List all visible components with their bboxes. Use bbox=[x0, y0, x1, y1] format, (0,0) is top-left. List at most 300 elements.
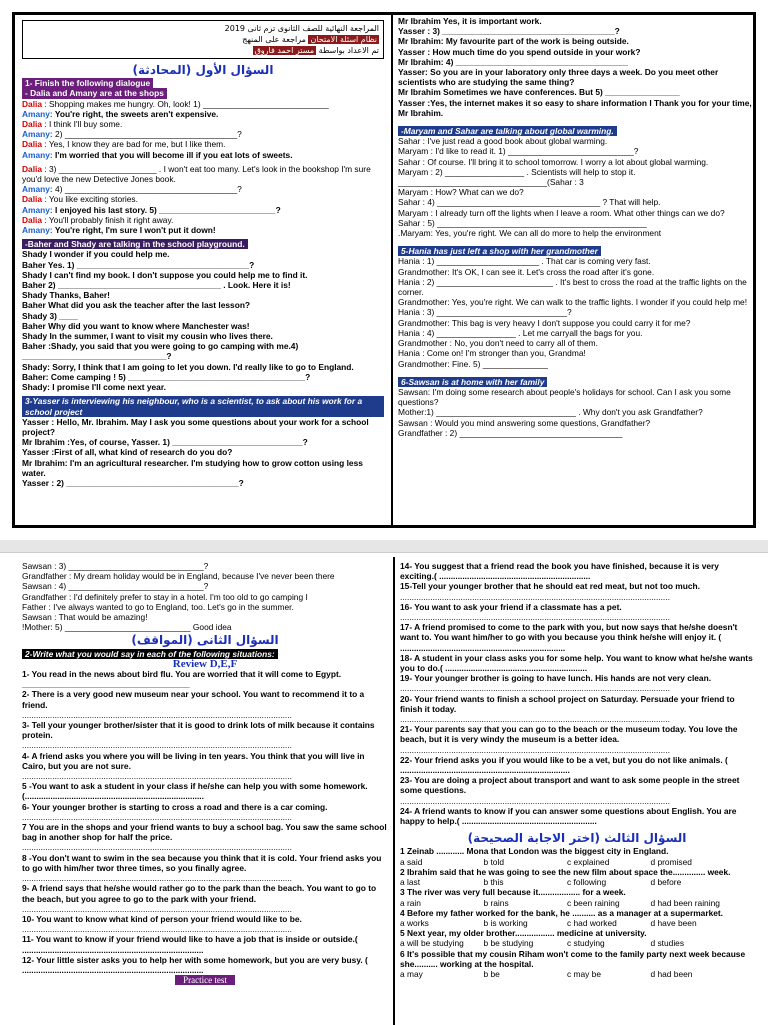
text-line bbox=[398, 126, 754, 136]
answer-choice: b be bbox=[483, 968, 500, 979]
line-text: 2- There is a very good new museum near your school. You want to recommend it to a friend. bbox=[22, 689, 365, 710]
line-text: 8 -You don't want to swim in the sea because you think that it is cold. Your friend asks you to go with him/her twor three times, so you finally agree. bbox=[22, 852, 382, 873]
text-line bbox=[398, 208, 754, 218]
line-text: Hania : 3) ____________________________? bbox=[398, 307, 572, 318]
text-line bbox=[400, 908, 754, 918]
line-text: Hania : 1) ______________________ . That car is coming very fast. bbox=[398, 256, 651, 267]
line-text: 14- You suggest that a friend read the book you have finished, because it is very exciting.( ................................................................. bbox=[400, 561, 719, 582]
text-line bbox=[22, 417, 384, 437]
line-text: Sahar : 4) ___________________________________ ? That will help. bbox=[398, 197, 661, 208]
line-text: 5 -You want to ask a student in your class if he/she can help you with some homework. (............................................................................. bbox=[22, 781, 368, 802]
text-line bbox=[400, 592, 754, 602]
text-line bbox=[398, 157, 754, 167]
line-text: Maryam : I already turn off the lights when I leave a room. What other things can we do? bbox=[398, 207, 725, 218]
answer-choice: b be studying bbox=[483, 938, 534, 949]
column-3-lines bbox=[22, 561, 388, 985]
line-text: Mother:1) ______________________________ . Why don't you ask Grandfather? bbox=[398, 407, 703, 418]
text-line bbox=[400, 867, 754, 877]
line-text: Shady: Sorry, I think that I am going to let you down. I'd really like to go to England. bbox=[22, 361, 354, 372]
text-line bbox=[22, 150, 384, 160]
answer-choice: a said bbox=[400, 856, 423, 867]
line-text: Baher :Shady, you said that you were going to go camping with me.4) _______________________________? bbox=[22, 341, 299, 362]
text-line bbox=[22, 873, 388, 883]
text-line bbox=[22, 205, 384, 215]
text-line bbox=[400, 887, 754, 897]
line-text: Mr Ibrahim: My favourite part of the work is being outside. bbox=[398, 36, 629, 47]
text-line bbox=[22, 119, 384, 129]
text-line bbox=[22, 321, 384, 331]
text-line bbox=[398, 47, 754, 57]
line-text: : Shopping makes me hungry. Oh, look! 1) ___________________________ bbox=[42, 98, 329, 109]
section-heading: -Maryam and Sahar are talking about global warming. bbox=[398, 126, 617, 136]
line-text: .................................................................................................................... bbox=[400, 591, 670, 602]
line-text: 5 Next year, my older brother................. medicine at university. bbox=[400, 928, 647, 939]
text-line bbox=[400, 724, 754, 744]
column-3 bbox=[22, 561, 388, 1023]
line-text: Mr Ibrahim: I'm an agricultural researcher. I'm studying how to grow cotton using less water. bbox=[22, 457, 363, 478]
line-text: Hania : 4) _________________ . Let me carryall the bags for you. bbox=[398, 327, 643, 338]
text-line bbox=[22, 341, 384, 361]
speaker-name: Dalia bbox=[22, 163, 43, 174]
text-line bbox=[398, 328, 754, 338]
text-line bbox=[398, 177, 754, 187]
practice-test-label bbox=[22, 975, 388, 985]
text-line bbox=[398, 197, 754, 207]
text-line bbox=[398, 377, 754, 387]
text-line bbox=[398, 256, 754, 266]
line-text: 19- Your younger brother is going to have lunch. His hands are not very clean. bbox=[400, 673, 712, 684]
line-text: Grandfather : 2) ___________________________________ bbox=[398, 427, 623, 438]
text-line bbox=[398, 246, 754, 256]
answer-choice: b told bbox=[483, 856, 504, 867]
text-line bbox=[398, 218, 754, 228]
page-gap bbox=[0, 540, 768, 552]
column-2-lines bbox=[398, 16, 754, 438]
text-line bbox=[398, 387, 754, 407]
text-line bbox=[22, 561, 388, 571]
speaker-name: Amany: bbox=[22, 129, 53, 140]
text-line bbox=[398, 407, 754, 417]
line-text: 16- You want to ask your friend if a classmate has a pet. bbox=[400, 601, 622, 612]
line-text: Grandmother: It's OK, I can see it. Let's cross the road after it's gone. bbox=[398, 266, 655, 277]
line-text: I enjoyed his last story. 5) _________________________? bbox=[52, 204, 281, 215]
text-line bbox=[22, 883, 388, 903]
text-line bbox=[398, 67, 754, 87]
line-text: Maryam : I'd like to read it. 1) ___________________________? bbox=[398, 146, 639, 157]
line-text: Yasser : 3) _____________________________________? bbox=[398, 26, 620, 37]
line-text: 23- You are doing a project about transport and want to ask some people in the street some questions. bbox=[400, 775, 740, 796]
line-text: Father : I've always wanted to go to England, too. Let's go in the summer. bbox=[22, 601, 294, 612]
line-text: !Mother: 5) ___________________________ Good idea bbox=[22, 622, 232, 633]
text-line bbox=[22, 904, 388, 914]
text-line bbox=[22, 802, 388, 812]
line-text: : I think I'll buy some. bbox=[42, 119, 123, 130]
text-line bbox=[22, 215, 384, 225]
text-line bbox=[22, 740, 388, 750]
section-heading: - Dalia and Amany are at the shops bbox=[22, 88, 167, 98]
line-text: Grandmother: Fine. 5) ______________ bbox=[398, 358, 548, 369]
line-text: : Yes, I know they are bad for me, but I like them. bbox=[42, 139, 226, 150]
text-line bbox=[400, 806, 754, 826]
line-text: 3 The river was very full because it.................. for a week. bbox=[400, 887, 626, 898]
text-line bbox=[398, 26, 754, 36]
text-line bbox=[22, 239, 384, 249]
line-text: Yasser : 2) _____________________________________? bbox=[22, 477, 244, 488]
line-text: Hania : 2) _________________________ . It's best to cross the road at the traffic lights on the corner. bbox=[398, 276, 747, 298]
answer-choice: a will be studying bbox=[400, 938, 464, 949]
text-line bbox=[22, 720, 388, 740]
line-text: 3- Tell your younger brother/sister that it is good to drink lots of milk because it contains protein. bbox=[22, 720, 375, 741]
answer-choice: a may bbox=[400, 968, 423, 979]
answer-choices bbox=[400, 969, 754, 979]
text-line bbox=[22, 669, 388, 689]
text-line bbox=[398, 277, 754, 297]
line-text: Grandmother: Yes, you're right. We can walk to the traffic lights. I wonder if you could help me! bbox=[398, 297, 748, 308]
text-line bbox=[22, 771, 388, 781]
text-line bbox=[22, 290, 384, 300]
line-text: 2) _____________________________________? bbox=[52, 129, 242, 140]
section-title-q2: السؤال الثانى (المواقف) bbox=[131, 633, 279, 648]
line-text: I'm worried that you will become ill if you eat lots of sweets. bbox=[52, 149, 293, 160]
line-text: Yasser: So you are in your laboratory only three days a week. Do you meet other scientists who are studying the same thing? bbox=[398, 67, 719, 88]
answer-choice: c may be bbox=[567, 968, 601, 979]
line-text: : 3) _____________________ . I won't eat too many. Let's look in the bookshop I'm sure you'd love the new Detective Jones book. bbox=[22, 163, 371, 185]
text-line bbox=[22, 622, 388, 632]
line-text: Maryam : How? What can we do? bbox=[398, 187, 524, 198]
line-text: Shady: I promise I'll come next year. bbox=[22, 382, 166, 393]
text-line bbox=[400, 561, 754, 581]
speaker-name: Amany: bbox=[22, 149, 53, 160]
text-line bbox=[22, 249, 384, 259]
text-line bbox=[398, 338, 754, 348]
answer-choices bbox=[400, 898, 754, 908]
line-text: 11- You want to know if your friend would like to have a job that is inside or outside.( .............................................................................. bbox=[22, 934, 358, 955]
text-line bbox=[22, 602, 388, 612]
line-text: Yasser :First of all, what kind of research do you do? bbox=[22, 447, 233, 458]
text-line bbox=[22, 822, 388, 842]
answer-choice: d had been raining bbox=[650, 897, 720, 908]
line-text: Maryam : 2) _________________ . Scientists will help to stop it. bbox=[398, 166, 636, 177]
text-line bbox=[22, 447, 384, 457]
text-line bbox=[400, 612, 754, 622]
answer-choices bbox=[400, 938, 754, 948]
answer-choice: c explained bbox=[567, 856, 610, 867]
section-title-q1: السؤال الأول (المحادثة) bbox=[132, 63, 274, 77]
line-text: .................................................................................................................... bbox=[400, 612, 670, 623]
line-text: : You'll probably finish it right away. bbox=[42, 214, 174, 225]
line-text: 17- A friend promised to come to the park with you, but now says that he/she doesn't want to. You want him/her to go with you because you think he/she will enjoy it. ( ....................................................................... bbox=[400, 622, 738, 653]
text-line bbox=[398, 267, 754, 277]
line-text: 15-Tell your younger brother that he should eat red meat, but not too much. bbox=[400, 581, 700, 592]
review-heading: Review D,E,F bbox=[172, 657, 238, 670]
answer-choice: c been raining bbox=[567, 897, 620, 908]
text-line bbox=[400, 683, 754, 693]
text-line bbox=[22, 581, 388, 591]
text-line bbox=[400, 622, 754, 653]
column-divider bbox=[391, 14, 393, 528]
speaker-name: Amany: bbox=[22, 204, 53, 215]
text-line bbox=[22, 689, 388, 709]
text-line bbox=[398, 187, 754, 197]
speaker-name: Dalia bbox=[22, 119, 43, 130]
line-text: .................................................................................................................... bbox=[400, 795, 670, 806]
line-text: Shady I can't find my book. I don't suppose you could help me to find it. bbox=[22, 269, 308, 280]
answer-choice: d have been bbox=[650, 917, 697, 928]
line-text: Yasser : How much time do you spend outside in your work? bbox=[398, 46, 641, 57]
text-line bbox=[22, 331, 384, 341]
text-line bbox=[22, 842, 388, 852]
line-text: 1 Zeinab ............ Mona that London was the biggest city in England. bbox=[400, 846, 669, 857]
line-text: .................................................................................................................... bbox=[22, 842, 292, 853]
text-line bbox=[398, 359, 754, 369]
text-line bbox=[400, 775, 754, 795]
text-line bbox=[22, 184, 384, 194]
answer-choice: d studies bbox=[650, 938, 685, 949]
line-text: 21- Your parents say that you can go to the beach or the museum today. You love the beach, but it is very windy the museum is a better idea. bbox=[400, 724, 738, 745]
line-text: Baher Why did you want to know where Manchester was! bbox=[22, 320, 250, 331]
line-text: Grandfather : I'd definitely prefer to stay in a hotel. I'm too old to go camping I bbox=[22, 591, 308, 602]
text-line bbox=[22, 914, 388, 924]
answer-choice: a last bbox=[400, 877, 421, 888]
text-line bbox=[398, 98, 754, 118]
text-line bbox=[400, 602, 754, 612]
line-text: .................................................................................................................... bbox=[22, 709, 292, 720]
line-text: 10- You want to know what kind of person your friend would like to be. bbox=[22, 913, 302, 924]
text-line bbox=[22, 300, 384, 310]
text-line bbox=[22, 710, 388, 720]
text-line bbox=[22, 781, 388, 801]
line-text: Sahar : Of course. I'll bring it to school tomorrow. I worry a lot about global warming. bbox=[398, 156, 709, 167]
line-text: 20- Your friend wants to finish a school project on Saturday. Persuade your friend to finish it today. bbox=[400, 693, 735, 714]
line-text: .................................................................................................................... bbox=[22, 811, 292, 822]
line-text: .................................................................................................................... bbox=[22, 903, 292, 914]
line-text: .................................................................................................................... bbox=[22, 740, 292, 751]
text-line bbox=[398, 87, 754, 97]
line-text: .Maryam: Yes, you're right. We can all do more to help the environment bbox=[398, 228, 662, 239]
speaker-name: Amany: bbox=[22, 184, 53, 195]
line-text: Sawsan: I'm doing some research about people's holidays for school. Can I ask you some questions? bbox=[398, 386, 731, 408]
line-text: Mr Ibrahim Sometimes we have conferences. But 5) ________________ bbox=[398, 87, 680, 98]
speaker-name: Dalia bbox=[22, 98, 43, 109]
section-heading: 5-Hania has just left a shop with her grandmother bbox=[398, 246, 601, 256]
text-line bbox=[400, 796, 754, 806]
line-text: Baher 2) ___________________________________ . Look. Here it is! bbox=[22, 280, 291, 291]
section-heading: 6-Sawsan is at home with her family bbox=[398, 377, 547, 387]
text-line bbox=[400, 755, 754, 775]
text-line bbox=[398, 16, 754, 26]
text-line bbox=[398, 57, 754, 67]
text-line bbox=[22, 934, 388, 954]
line-text: Sahar : 5) _____________________________________________ bbox=[398, 217, 647, 228]
line-text: 4- A friend asks you where you will be living in ten years. You think that you will live in Cairo, but you are not sure. bbox=[22, 750, 365, 771]
text-line bbox=[22, 311, 384, 321]
answer-choice: a works bbox=[400, 917, 429, 928]
text-line bbox=[22, 382, 384, 392]
column-1 bbox=[22, 20, 384, 528]
text-line bbox=[22, 270, 384, 280]
answer-choice: d had been bbox=[650, 968, 693, 979]
text-line bbox=[398, 297, 754, 307]
answer-choice: c had worked bbox=[567, 917, 617, 928]
answer-choice: d before bbox=[650, 877, 682, 888]
line-text: Sahar : I've just read a good book about global warming. bbox=[398, 136, 608, 147]
text-line bbox=[22, 280, 384, 290]
line-text: 18- A student in your class asks you for some help. You want to know what he/she wants you to do.( ............................................................. bbox=[400, 652, 753, 674]
text-line bbox=[22, 109, 384, 119]
text-line bbox=[22, 194, 384, 204]
text-line bbox=[400, 745, 754, 755]
line-text: .................................................................................................................... bbox=[400, 744, 670, 755]
answer-choice: b is working bbox=[483, 917, 528, 928]
text-line bbox=[22, 571, 388, 581]
text-line bbox=[22, 78, 384, 88]
text-line bbox=[22, 751, 388, 771]
line-text: Shady I wonder if you could help me. bbox=[22, 249, 170, 260]
text-line bbox=[22, 437, 384, 447]
section-heading: 3-Yasser is interviewing his neighbour, who is a scientist, to ask about his work for a school project bbox=[22, 396, 384, 416]
header-tag: نظام اسئلة الامتحان bbox=[310, 35, 377, 44]
line-text: 6 It's possible that my cousin Riham won't come to the family party next week because she.......... working at the hospital. bbox=[400, 948, 746, 969]
line-text: Shady In the summer, I want to visit my cousin who lives there. bbox=[22, 331, 273, 342]
line-text: ________________________________(Sahar : 3 bbox=[398, 177, 584, 188]
text-line bbox=[22, 225, 384, 235]
line-text: .................................................................................................................... bbox=[22, 873, 292, 884]
spacer bbox=[400, 826, 754, 830]
line-text: Grandmother: This bag is very heavy I don't suppose you could carry it for me? bbox=[398, 317, 691, 328]
line-text: Baher Yes. 1) _____________________________________? bbox=[22, 259, 255, 270]
line-text: You're right, I'm sure I won't put it down! bbox=[52, 225, 216, 236]
column-1-lines bbox=[22, 78, 384, 488]
text-line bbox=[22, 924, 388, 934]
text-line bbox=[22, 88, 384, 98]
line-text: Baher: Come camping ! 5) ______________________________________? bbox=[22, 371, 311, 382]
speaker-name: Dalia bbox=[22, 214, 43, 225]
text-line bbox=[22, 99, 384, 109]
text-line bbox=[22, 260, 384, 270]
line-text: Sawsan : 4) _____________________________? bbox=[22, 581, 209, 592]
text-line bbox=[400, 694, 754, 714]
text-line bbox=[398, 428, 754, 438]
text-line bbox=[398, 136, 754, 146]
section-heading: -Baher and Shady are talking in the school playground. bbox=[22, 239, 248, 249]
answer-choice: b this bbox=[483, 877, 504, 888]
text-line bbox=[398, 418, 754, 428]
line-text: 6- Your younger brother is starting to cross a road and there is a car coming. bbox=[22, 801, 328, 812]
line-text: 2 Ibrahim said that he was going to see the new film about space the.............. week. bbox=[400, 866, 731, 877]
line-text: .................................................................................................................... bbox=[400, 714, 670, 725]
line-text: 12- Your little sister asks you to help her with some homework, but you are very busy. ( .............................................................................. bbox=[22, 954, 368, 975]
text-line bbox=[400, 653, 754, 673]
line-text: .................................................................................................................... bbox=[400, 683, 670, 694]
text-line bbox=[398, 348, 754, 358]
answer-choice: c studying bbox=[567, 938, 605, 949]
header-line2b: مراجعة على المنهج bbox=[242, 35, 306, 44]
line-text: 22- Your friend asks you if you would like to be a vet, but you do not like animals. ( ......................................................................... bbox=[400, 754, 728, 776]
answer-choice: d promised bbox=[650, 856, 692, 867]
section-title-q3: السؤال الثالث (اختر الاجابة الصحيحة) bbox=[467, 831, 687, 846]
answer-choices bbox=[400, 918, 754, 928]
speaker-name: Amany: bbox=[22, 225, 53, 236]
text-line bbox=[22, 592, 388, 602]
line-text: Grandfather : My dream holiday would be in England, because I've never been there bbox=[22, 571, 335, 582]
text-line bbox=[22, 955, 388, 975]
text-line bbox=[400, 673, 754, 683]
line-text: Baher What did you ask the teacher after the last lesson? bbox=[22, 300, 251, 311]
section-heading: 1- Finish the following dialogue bbox=[22, 78, 153, 88]
line-text: 1- You read in the news about bird flu. You are worried that it will come to Egypt. ____________________________________ bbox=[22, 669, 342, 690]
text-line bbox=[22, 129, 384, 139]
line-text: 4 Before my father worked for the bank, he .......... as a manager at a supermarket. bbox=[400, 907, 724, 918]
answer-choices bbox=[400, 877, 754, 887]
text-line bbox=[22, 853, 388, 873]
line-text: Sawsan : 3) _____________________________? bbox=[22, 561, 209, 571]
column-4-lines bbox=[400, 561, 754, 979]
line-text: Grandmother : No, you don't need to carry all of them. bbox=[398, 338, 598, 349]
column-2 bbox=[398, 16, 754, 526]
line-text: 24- A friend wants to know if you can answer some questions about English. You are happy to help.( .......................................................... bbox=[400, 805, 737, 827]
line-text: Yasser :Yes, the internet makes it so easy to share information I Thank you for your time, Mr Ibrahim. bbox=[398, 97, 752, 118]
speaker-name: Dalia bbox=[22, 139, 43, 150]
header-line2a: تم الاعداد بواسطة bbox=[318, 46, 379, 55]
text-line bbox=[22, 164, 384, 184]
text-line bbox=[22, 612, 388, 622]
text-line bbox=[22, 362, 384, 372]
line-text: 7 You are in the shops and your friend wants to buy a school bag. You saw the same school bag in another shop for half the price. bbox=[22, 822, 387, 843]
line-text: 4) _____________________________________? bbox=[52, 184, 242, 195]
line-text: Sawsan : Would you mind answering some questions, Grandfather? bbox=[398, 417, 651, 428]
author-tag: مستر احمد فاروق bbox=[254, 46, 315, 55]
line-text: You're right, the sweets aren't expensive. bbox=[52, 108, 219, 119]
practice-test-text: Practice test bbox=[175, 975, 235, 985]
worksheet-page-2 bbox=[0, 552, 768, 1025]
text-line bbox=[398, 36, 754, 46]
column-4 bbox=[400, 561, 754, 1023]
line-text: Yasser : Hello, Mr. Ibrahim. May I ask you some questions about your work for a school project? bbox=[22, 416, 369, 437]
text-line bbox=[22, 458, 384, 478]
text-line bbox=[22, 396, 384, 416]
text-line bbox=[398, 167, 754, 177]
line-text: : You like exciting stories. bbox=[42, 194, 138, 205]
text-line bbox=[400, 714, 754, 724]
speaker-name: Amany: bbox=[22, 108, 53, 119]
answer-choice: b rains bbox=[483, 897, 509, 908]
header-box bbox=[22, 20, 384, 59]
answer-choices bbox=[400, 857, 754, 867]
answer-choice: c following bbox=[567, 877, 607, 888]
line-text: 9- A friend says that he/she would rather go to the park than the beach. You want to go to the beach, but you agree to go to the park with your friend. bbox=[22, 883, 377, 904]
line-text: Mr Ibrahim Yes, it is important work. bbox=[398, 16, 542, 26]
line-text: Shady 3) ____ bbox=[22, 310, 78, 321]
line-text: Sawsan : That would be amazing! bbox=[22, 612, 148, 623]
header-line1: المراجعة النهائية للصف الثانوى ترم ثانى 2019 bbox=[224, 24, 379, 33]
text-line bbox=[398, 146, 754, 156]
line-text: Shady Thanks, Baher! bbox=[22, 290, 110, 301]
answer-choice: a rain bbox=[400, 897, 421, 908]
section-heading: 2-Write what you would say in each of the following situations: bbox=[22, 649, 278, 659]
text-line bbox=[398, 318, 754, 328]
line-text: .................................................................................................................... bbox=[22, 924, 292, 935]
line-text: Hania : Come on! I'm stronger than you, Grandma! bbox=[398, 348, 586, 359]
line-text: Mr Ibrahim :Yes, of course, Yasser. 1) ____________________________? bbox=[22, 437, 308, 448]
speaker-name: Dalia bbox=[22, 194, 43, 205]
line-text: Mr Ibrahim: 4) _____________________________________ bbox=[398, 56, 629, 67]
text-line bbox=[400, 846, 754, 856]
text-line bbox=[22, 372, 384, 382]
text-line bbox=[400, 949, 754, 969]
text-line bbox=[398, 307, 754, 317]
text-line bbox=[400, 581, 754, 591]
text-line bbox=[22, 478, 384, 488]
